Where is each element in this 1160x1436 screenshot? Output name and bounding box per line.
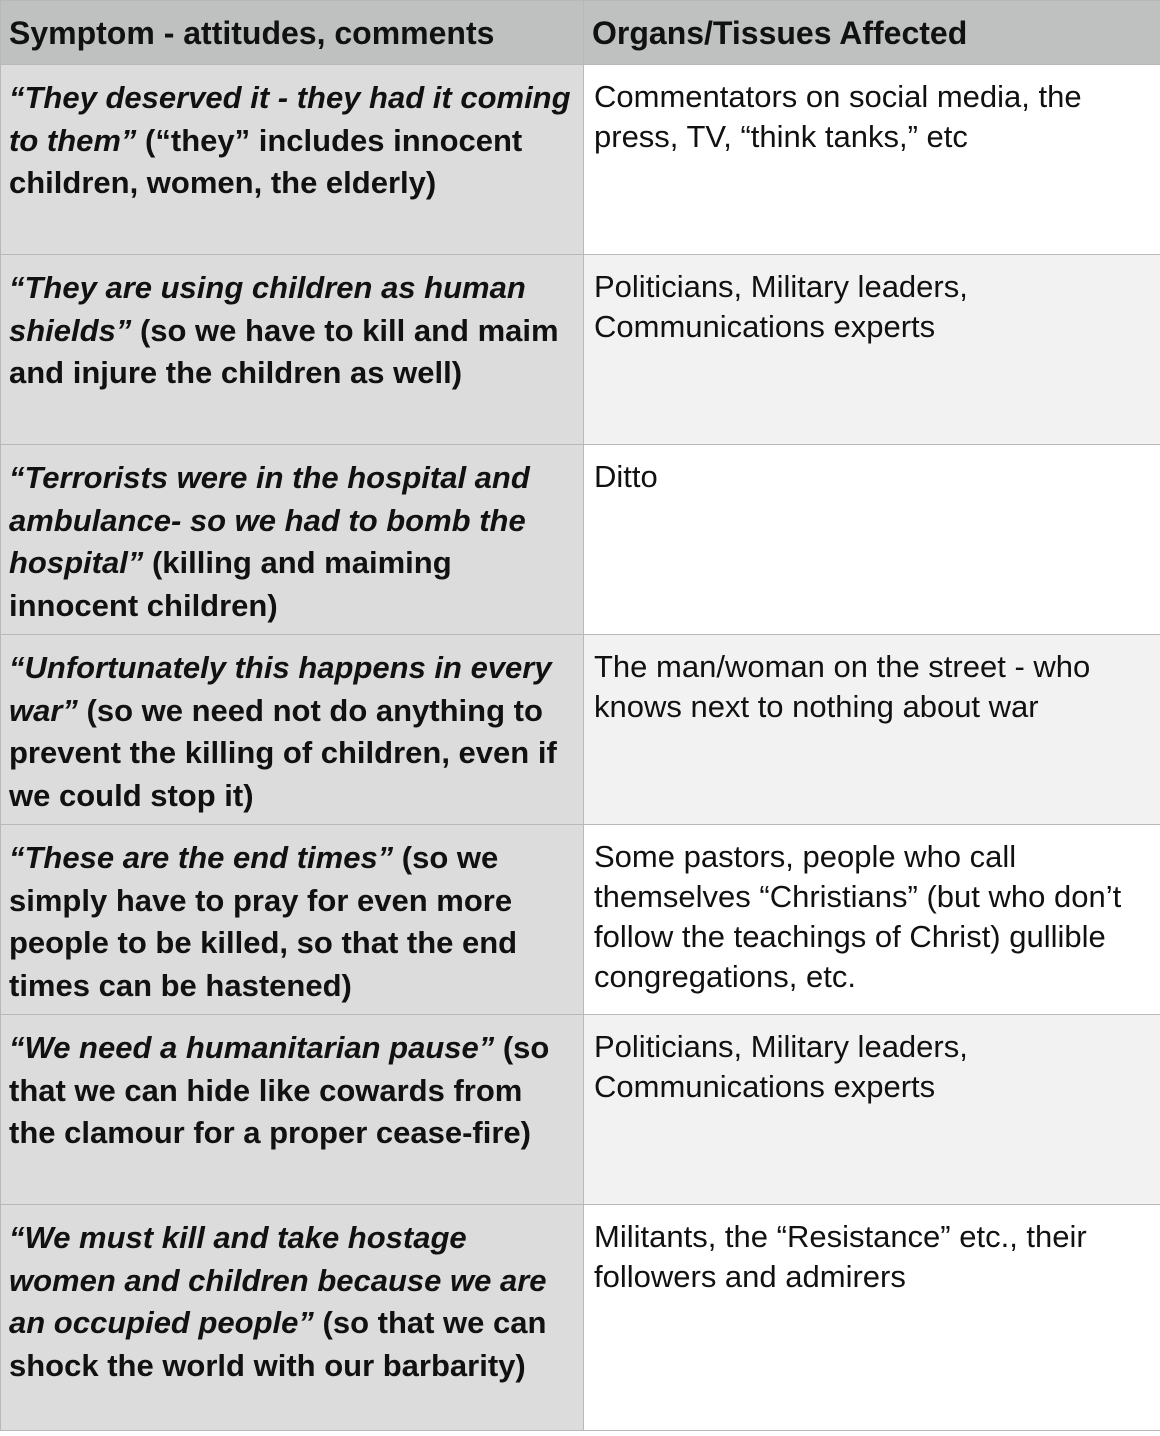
symptom-comment: (so we simply have to pray for even more people to be killed, so that the end times can be hastened) [9, 840, 518, 1003]
table-row [1, 65, 1160, 255]
organs-cell: Some pastors, people who call themselves “Christians” (but who don’t follow the teachings of Christ) gullible congregations, etc. [584, 825, 1160, 1015]
symptom-cell [1, 445, 584, 635]
symptom-quote: “We must kill and take hostage women and children because we are an occupied people” [9, 1220, 547, 1340]
symptom-comment: (so we have to kill and maim and injure the children as well) [9, 312, 559, 390]
symptom-cell [1, 825, 584, 1015]
header-organs: Organs/Tissues Affected [584, 1, 1160, 65]
table-row [1, 635, 1160, 825]
symptom-cell [1, 1015, 584, 1205]
organs-cell: Ditto [584, 445, 1160, 635]
organs-cell: Politicians, Military leaders, Communications experts [584, 1015, 1160, 1205]
symptom-comment: (so that we can hide like cowards from the clamour for a proper cease-fire) [9, 1030, 550, 1150]
symptom-quote: “We need a humanitarian pause” [9, 1030, 495, 1065]
symptom-quote: “Terrorists were in the hospital and ambulance- so we had to bomb the hospital” [9, 460, 530, 580]
symptom-comment: (so we need not do anything to prevent the killing of children, even if we could stop it) [9, 692, 557, 813]
symptom-comment: (so that we can shock the world with our barbarity) [9, 1305, 547, 1383]
organs-cell: Commentators on social media, the press, TV, “think tanks,” etc [584, 65, 1160, 255]
symptom-cell [1, 635, 584, 825]
table-row [1, 255, 1160, 445]
symptom-cell [1, 65, 584, 255]
table-row [1, 825, 1160, 1015]
symptom-quote: “These are the end times” [9, 840, 394, 875]
table-row [1, 445, 1160, 635]
symptom-quote: “They deserved it - they had it coming to them” [9, 80, 571, 158]
table-row [1, 1205, 1160, 1431]
header-row [1, 1, 1160, 65]
organs-cell: The man/woman on the street - who knows next to nothing about war [584, 635, 1160, 825]
table-row [1, 1015, 1160, 1205]
symptom-quote: “They are using children as human shields” [9, 270, 526, 348]
symptom-cell [1, 255, 584, 445]
organs-cell: Militants, the “Resistance” etc., their followers and admirers [584, 1205, 1160, 1431]
symptom-comment: (“they” includes innocent children, women, the elderly) [9, 122, 523, 200]
symptom-comment: (killing and maiming innocent children) [9, 545, 452, 623]
header-symptom: Symptom - attitudes, comments [1, 1, 584, 65]
symptom-cell [1, 1205, 584, 1431]
symptom-quote: “Unfortunately this happens in every war” [9, 650, 552, 728]
organs-cell: Politicians, Military leaders, Communications experts [584, 255, 1160, 445]
